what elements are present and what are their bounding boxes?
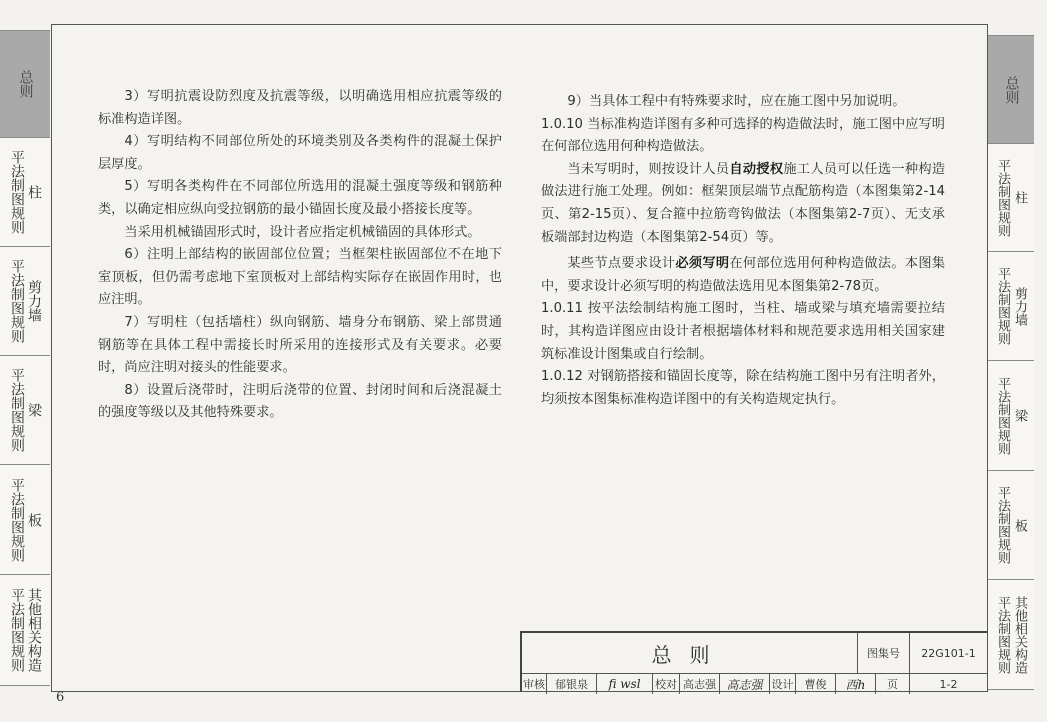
page-code: 1-2 bbox=[939, 677, 958, 691]
tab-label: 平法制图规则 bbox=[995, 486, 1010, 564]
tab-sublabel: 其他相关构造 bbox=[1012, 595, 1027, 674]
review-label: 审核 bbox=[522, 674, 547, 694]
right-text-column bbox=[541, 91, 945, 411]
paragraph: 9）当具体工程中有特殊要求时，应在施工图中另加说明。 bbox=[567, 94, 906, 109]
tab-label: 平法制图规则 bbox=[9, 477, 25, 562]
page-number: 6 bbox=[56, 690, 65, 705]
paragraph: 4）写明结构不同部位所处的环境类别及各类构件的混凝土保护层厚度。 bbox=[98, 134, 502, 172]
text-run: 施工人员可以任选一种构造做法进行施工处理。例如：框架顶层端节点配筋构造（本图集第2-14页、第2-15页）、复合箍中拉筋弯钩做法（本图集第2-7页）、无支承板端部封边构造（本图集第2-54页）等。 bbox=[541, 161, 946, 245]
page-label: 页 bbox=[876, 674, 910, 694]
paragraph: 5）写明各类构件在不同部位所选用的混凝土强度等级和钢筋种类，以确定相应纵向受拉钢筋的最小锚固长度及最小搭接长度等。 bbox=[98, 179, 502, 217]
tab-shear-walls[interactable] bbox=[988, 251, 1034, 360]
paragraph bbox=[541, 253, 945, 298]
reviewer-name: 郁银泉 bbox=[547, 674, 597, 694]
tab-beams[interactable] bbox=[0, 355, 50, 464]
text-run: 在何部位选用何种构造做法。本图集中，要求设计必须写明的构造做法选用见本图集第2-78页。 bbox=[541, 256, 946, 294]
tab-other-details[interactable] bbox=[988, 579, 1034, 690]
tab-label: 总则 bbox=[17, 70, 34, 98]
left-text-column bbox=[98, 86, 502, 425]
tab-general[interactable] bbox=[988, 35, 1034, 143]
paragraph: 当采用机械锚固形式时，设计者应指定机械锚固的具体形式。 bbox=[124, 224, 481, 240]
paragraph: 7）写明柱（包括墙柱）纵向钢筋、墙身分布钢筋、梁上部贯通钢筋等在具体工程中需接长时所采用的连接形式及有关要求。必要时，尚应注明对接头的性能要求。 bbox=[98, 314, 502, 376]
tab-beams[interactable] bbox=[988, 360, 1034, 470]
tab-label: 平法制图规则 bbox=[995, 595, 1010, 674]
signature-row bbox=[522, 673, 987, 694]
tab-label: 总则 bbox=[1003, 75, 1020, 104]
clause-1-0-12: 1.0.12 对钢筋搭接和锚固长度等，除在结构施工图中另有注明者外，均须按本图集标准构造详图中的有关构造规定执行。 bbox=[541, 369, 945, 407]
tab-label: 平法制图规则 bbox=[9, 368, 25, 452]
tab-columns[interactable] bbox=[0, 137, 50, 246]
tab-label: 平法制图规则 bbox=[9, 588, 25, 672]
clause-1-0-11: 1.0.11 按平法绘制结构施工图时，当柱、墙或梁与填充墙需要拉结时，其构造详图应由设计者根据墙体材料和规范要求选用相关国家建筑标准设计图集或自行绘制。 bbox=[541, 301, 945, 362]
check-label: 校对 bbox=[653, 674, 680, 694]
tab-label: 平法制图规则 bbox=[9, 150, 25, 234]
sheet-title: 总则 bbox=[522, 633, 858, 673]
tab-sublabel: 板 bbox=[1012, 518, 1027, 532]
tab-columns[interactable] bbox=[988, 143, 1034, 251]
tab-label: 平法制图规则 bbox=[9, 259, 25, 343]
tab-sublabel: 剪力墙 bbox=[26, 280, 42, 322]
tab-general[interactable] bbox=[0, 30, 50, 137]
tab-sublabel: 剪力墙 bbox=[1012, 286, 1027, 326]
tab-slabs[interactable] bbox=[0, 464, 50, 574]
tab-sublabel: 其他相关构造 bbox=[26, 588, 42, 672]
tab-label: 平法制图规则 bbox=[995, 158, 1010, 237]
tab-other-details[interactable] bbox=[0, 574, 50, 686]
clause-1-0-10: 1.0.10 当标准构造详图有多种可选择的构造做法时，施工图中应写明在何部位选用何种构造做法。 bbox=[541, 116, 945, 155]
text-run: 当未写明时，则按设计人员 bbox=[567, 161, 730, 177]
emphasis-text: 自动授权 bbox=[729, 161, 784, 177]
emphasis-text: 必须写明 bbox=[675, 256, 730, 272]
checker-signature: 高志强 bbox=[720, 674, 770, 694]
tab-sublabel: 柱 bbox=[26, 185, 42, 199]
tab-slabs[interactable] bbox=[988, 470, 1034, 579]
paragraph bbox=[541, 159, 945, 249]
tab-label: 平法制图规则 bbox=[995, 267, 1010, 345]
tab-shear-walls[interactable] bbox=[0, 246, 50, 355]
tab-sublabel: 梁 bbox=[26, 403, 42, 417]
paragraph: 8）设置后浇带时，注明后浇带的位置、封闭时间和后浇混凝土的强度等级以及其他特殊要求。 bbox=[98, 382, 502, 421]
designer-signature: 西h bbox=[836, 674, 876, 694]
paragraph: 6）注明上部结构的嵌固部位位置；当框架柱嵌固部位不在地下室顶板，但仍需考虑地下室顶板对上部结构实际存在嵌固作用时，也应注明。 bbox=[98, 247, 502, 308]
text-run: 某些节点要求设计 bbox=[567, 256, 676, 272]
designer-name: 曹俊 bbox=[796, 674, 836, 694]
paragraph: 3）写明抗震设防烈度及抗震等级，以明确选用相应抗震等级的标准构造详图。 bbox=[98, 89, 502, 127]
tab-sublabel: 柱 bbox=[1012, 191, 1027, 204]
design-label: 设计 bbox=[770, 674, 796, 694]
reviewer-signature: fi wsl bbox=[597, 674, 653, 694]
atlas-number-label: 图集号 bbox=[858, 633, 910, 673]
tab-label: 平法制图规则 bbox=[995, 376, 1010, 455]
title-block bbox=[520, 631, 987, 692]
tab-sublabel: 梁 bbox=[1012, 409, 1027, 422]
atlas-number: 22G101-1 bbox=[921, 646, 976, 660]
tab-sublabel: 板 bbox=[26, 512, 42, 527]
checker-name: 高志强 bbox=[680, 674, 720, 694]
